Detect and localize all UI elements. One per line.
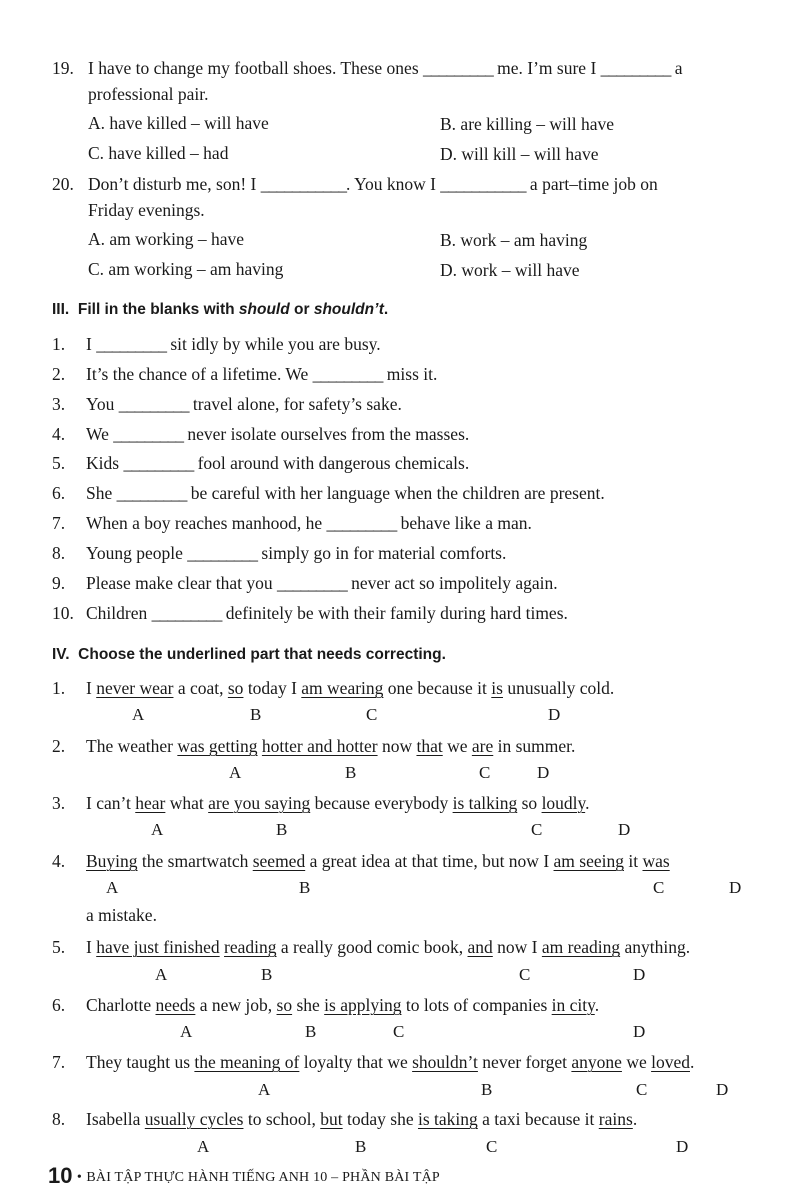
item-number: 8.	[52, 1109, 66, 1129]
page-number: 10	[48, 1163, 73, 1188]
sentence-text: the smartwatch	[137, 851, 253, 871]
item-number: 6.	[52, 995, 66, 1015]
item-sentence: Please make clear that you _________ never act so impolitely again.	[86, 573, 558, 593]
underlined-part[interactable]: so	[276, 995, 293, 1015]
item-sentence	[86, 1052, 694, 1073]
answer-blank[interactable]: _________	[276, 573, 347, 593]
sentence-text: a taxi because it	[477, 1109, 599, 1129]
answer-blank[interactable]: _________	[118, 394, 189, 414]
underlined-part[interactable]: shouldn’t	[412, 1052, 478, 1072]
sentence-text: I	[86, 937, 97, 957]
underlined-part[interactable]: hear	[135, 793, 166, 813]
sentence-text: what	[165, 793, 209, 813]
item-number: 10.	[52, 603, 74, 623]
sentence-text: it	[624, 851, 643, 871]
answer-blank[interactable]: _________	[187, 543, 258, 563]
underlined-part[interactable]: are	[471, 736, 494, 756]
underlined-part[interactable]: hotter and hotter	[261, 736, 378, 756]
item-sentence	[86, 851, 670, 872]
sentence-text: loyalty that we	[299, 1052, 413, 1072]
item-sentence-cont: a mistake.	[86, 905, 157, 925]
underlined-part[interactable]: but	[320, 1109, 343, 1129]
choice-letter-a[interactable]: A	[258, 1080, 271, 1099]
underlined-part[interactable]: in city	[551, 995, 595, 1015]
answer-blank[interactable]: ___________	[260, 174, 346, 194]
item-sentence	[86, 937, 690, 958]
question-text: Don’t disturb me, son! I ___________. You know I ___________ a part–time job on	[88, 174, 658, 194]
choice-letter-c[interactable]: C	[636, 1080, 648, 1099]
underlined-part[interactable]: am wearing	[301, 678, 384, 698]
book-title: BÀI TẬP THỰC HÀNH TIẾNG ANH 10 – PHẦN BÀI TẬP	[86, 1170, 440, 1185]
underlined-part[interactable]: is talking	[452, 793, 518, 813]
answer-blank[interactable]: _________	[312, 364, 383, 384]
item-sentence	[86, 736, 575, 757]
choice-letter-a[interactable]: A	[229, 763, 242, 782]
item-sentence: Kids _________ fool around with dangerous chemicals.	[86, 453, 470, 473]
sentence-text: one because it	[383, 678, 492, 698]
item-number: 5.	[52, 937, 66, 957]
sentence-text: .	[594, 995, 600, 1015]
sentence-text: Charlotte	[86, 995, 156, 1015]
choice-letter-a[interactable]: A	[180, 1022, 193, 1041]
sentence-text: because everybody	[310, 793, 453, 813]
choice-letter-b[interactable]: B	[305, 1022, 317, 1041]
item-number: 5.	[52, 453, 66, 473]
sentence-text: now	[377, 736, 417, 756]
answer-blank[interactable]: _________	[326, 513, 397, 533]
answer-blank[interactable]: _________	[96, 334, 166, 354]
sentence-text: to lots of companies	[401, 995, 552, 1015]
sentence-text: she	[292, 995, 325, 1015]
sentence-text: They taught us	[86, 1052, 195, 1072]
item-number: 1.	[52, 334, 66, 354]
item-number: 1.	[52, 678, 66, 698]
underlined-part[interactable]: was	[642, 851, 670, 871]
option-c[interactable]: C. am working – am having	[88, 259, 284, 279]
option-a[interactable]: A. have killed – will have	[88, 113, 269, 133]
question-number: 19.	[52, 58, 74, 78]
sentence-text: today I	[243, 678, 302, 698]
question-text-cont: professional pair.	[88, 84, 209, 104]
item-sentence: You _________ travel alone, for safety’s sake.	[86, 394, 402, 414]
sentence-text: a really good comic book,	[276, 937, 468, 957]
item-number: 2.	[52, 736, 66, 756]
sentence-text: anything.	[620, 937, 691, 957]
sentence-text: Isabella	[86, 1109, 145, 1129]
question-text-cont: Friday evenings.	[88, 200, 205, 220]
choice-letter-c[interactable]: C	[366, 705, 378, 724]
item-sentence	[86, 793, 590, 814]
item-sentence: She _________ be careful with her language when the children are present.	[86, 483, 605, 503]
item-sentence	[86, 1109, 637, 1130]
choice-letter-d[interactable]: D	[548, 705, 561, 724]
underlined-part[interactable]: the meaning of	[194, 1052, 300, 1072]
underlined-part[interactable]: is applying	[324, 995, 402, 1015]
underlined-part[interactable]: Buying	[86, 851, 138, 871]
option-d[interactable]: D. work – will have	[440, 260, 580, 280]
choice-letter-b[interactable]: B	[345, 763, 357, 782]
underlined-part[interactable]: are you saying	[208, 793, 311, 813]
choice-letter-c[interactable]: C	[531, 820, 543, 839]
page-footer	[48, 1163, 440, 1189]
option-b[interactable]: B. are killing – will have	[440, 114, 614, 134]
choice-letter-d[interactable]: D	[537, 763, 550, 782]
underlined-part[interactable]: usually cycles	[144, 1109, 244, 1129]
answer-blank[interactable]: _________	[123, 453, 194, 473]
item-sentence: When a boy reaches manhood, he _________ behave like a man.	[86, 513, 532, 533]
underlined-part[interactable]: so	[227, 678, 244, 698]
choice-letter-c[interactable]: C	[519, 965, 531, 984]
section-3-heading: III. Fill in the blanks with should or shouldn’t.	[52, 301, 389, 318]
sentence-text: .	[632, 1109, 638, 1129]
option-b[interactable]: B. work – am having	[440, 230, 588, 250]
answer-blank[interactable]: _________	[113, 424, 184, 444]
item-number: 3.	[52, 793, 66, 813]
underlined-part[interactable]: is	[491, 678, 503, 698]
option-a[interactable]: A. am working – have	[88, 229, 245, 249]
choice-letter-a[interactable]: A	[132, 705, 145, 724]
sentence-text: a new job,	[195, 995, 277, 1015]
sentence-text: now I	[492, 937, 542, 957]
underlined-part[interactable]: seemed	[252, 851, 306, 871]
sentence-text: a coat,	[173, 678, 228, 698]
sentence-text: I can’t	[86, 793, 136, 813]
underlined-part[interactable]: never wear	[96, 678, 174, 698]
option-d[interactable]: D. will kill – will have	[440, 144, 599, 164]
sentence-text: I	[86, 678, 97, 698]
choice-letter-b[interactable]: B	[299, 878, 311, 897]
sentence-text: we	[442, 736, 472, 756]
item-number: 3.	[52, 394, 66, 414]
footer-bullet: •	[76, 1170, 82, 1185]
choice-letter-a[interactable]: A	[106, 878, 119, 897]
sentence-text: .	[585, 793, 590, 813]
option-c[interactable]: C. have killed – had	[88, 143, 229, 163]
choice-letter-b[interactable]: B	[276, 820, 288, 839]
item-number: 4.	[52, 424, 66, 444]
item-sentence: Young people _________ simply go in for material comforts.	[86, 543, 507, 563]
choice-letter-a[interactable]: A	[155, 965, 168, 984]
choice-letter-d[interactable]: D	[633, 1022, 646, 1041]
underlined-part[interactable]: have just finished	[96, 937, 220, 957]
sentence-text: so	[517, 793, 542, 813]
sentence-text: a great idea at that time, but now I	[305, 851, 554, 871]
choice-letter-d[interactable]: D	[676, 1137, 689, 1156]
answer-blank[interactable]: _________	[423, 58, 493, 78]
choice-letter-b[interactable]: B	[250, 705, 262, 724]
underlined-part[interactable]: am seeing	[553, 851, 624, 871]
underlined-part[interactable]: is taking	[417, 1109, 478, 1129]
item-sentence: Children _________ definitely be with their family during hard times.	[86, 603, 568, 623]
sentence-text: .	[689, 1052, 695, 1072]
underlined-part[interactable]: rains	[598, 1109, 633, 1129]
choice-letter-c[interactable]: C	[486, 1137, 498, 1156]
item-number: 6.	[52, 483, 66, 503]
choice-letter-c[interactable]: C	[653, 878, 665, 897]
underlined-part[interactable]: loudly	[541, 793, 586, 813]
underlined-part[interactable]: loved	[651, 1052, 690, 1072]
item-sentence: We _________ never isolate ourselves from the masses.	[86, 424, 470, 444]
question-number: 20.	[52, 174, 74, 194]
choice-letter-d[interactable]: D	[633, 965, 646, 984]
item-sentence: I _________ sit idly by while you are busy.	[86, 334, 381, 354]
choice-letter-d[interactable]: D	[618, 820, 631, 839]
sentence-text: to school,	[243, 1109, 321, 1129]
underlined-part[interactable]: needs	[155, 995, 196, 1015]
choice-letter-b[interactable]: B	[355, 1137, 367, 1156]
sentence-text: unusually cold.	[502, 678, 615, 698]
choice-letter-a[interactable]: A	[197, 1137, 210, 1156]
sentence-text: today she	[342, 1109, 418, 1129]
question-text: I have to change my football shoes. These ones _________ me. I’m sure I _________ a	[88, 58, 683, 78]
sentence-text: The weather	[86, 736, 178, 756]
sentence-text: we	[621, 1052, 652, 1072]
item-sentence: It’s the chance of a lifetime. We _________ miss it.	[86, 364, 438, 384]
item-number: 9.	[52, 573, 66, 593]
answer-blank[interactable]: _________	[600, 58, 671, 78]
underlined-part[interactable]: was getting	[177, 736, 258, 756]
choice-letter-d[interactable]: D	[729, 878, 742, 897]
item-number: 2.	[52, 364, 66, 384]
sentence-text: never forget	[477, 1052, 572, 1072]
underlined-part[interactable]: that	[416, 736, 443, 756]
item-number: 7.	[52, 1052, 66, 1072]
section-4-heading: IV. Choose the underlined part that needs correcting.	[52, 646, 446, 663]
answer-blank[interactable]: ___________	[440, 174, 526, 194]
answer-blank[interactable]: _________	[151, 603, 222, 623]
underlined-part[interactable]: am reading	[541, 937, 621, 957]
sentence-text: in summer.	[493, 736, 576, 756]
choice-letter-c[interactable]: C	[479, 763, 491, 782]
item-number: 4.	[52, 851, 66, 871]
underlined-part[interactable]: and	[467, 937, 493, 957]
choice-letter-d[interactable]: D	[716, 1080, 729, 1099]
choice-letter-b[interactable]: B	[261, 965, 273, 984]
answer-blank[interactable]: _________	[116, 483, 187, 503]
choice-letter-c[interactable]: C	[393, 1022, 405, 1041]
item-number: 8.	[52, 543, 66, 563]
underlined-part[interactable]: reading	[224, 937, 277, 957]
item-sentence	[86, 995, 599, 1016]
underlined-part[interactable]: anyone	[571, 1052, 622, 1072]
choice-letter-a[interactable]: A	[151, 820, 164, 839]
item-number: 7.	[52, 513, 66, 533]
choice-letter-b[interactable]: B	[481, 1080, 493, 1099]
item-sentence	[86, 678, 614, 699]
